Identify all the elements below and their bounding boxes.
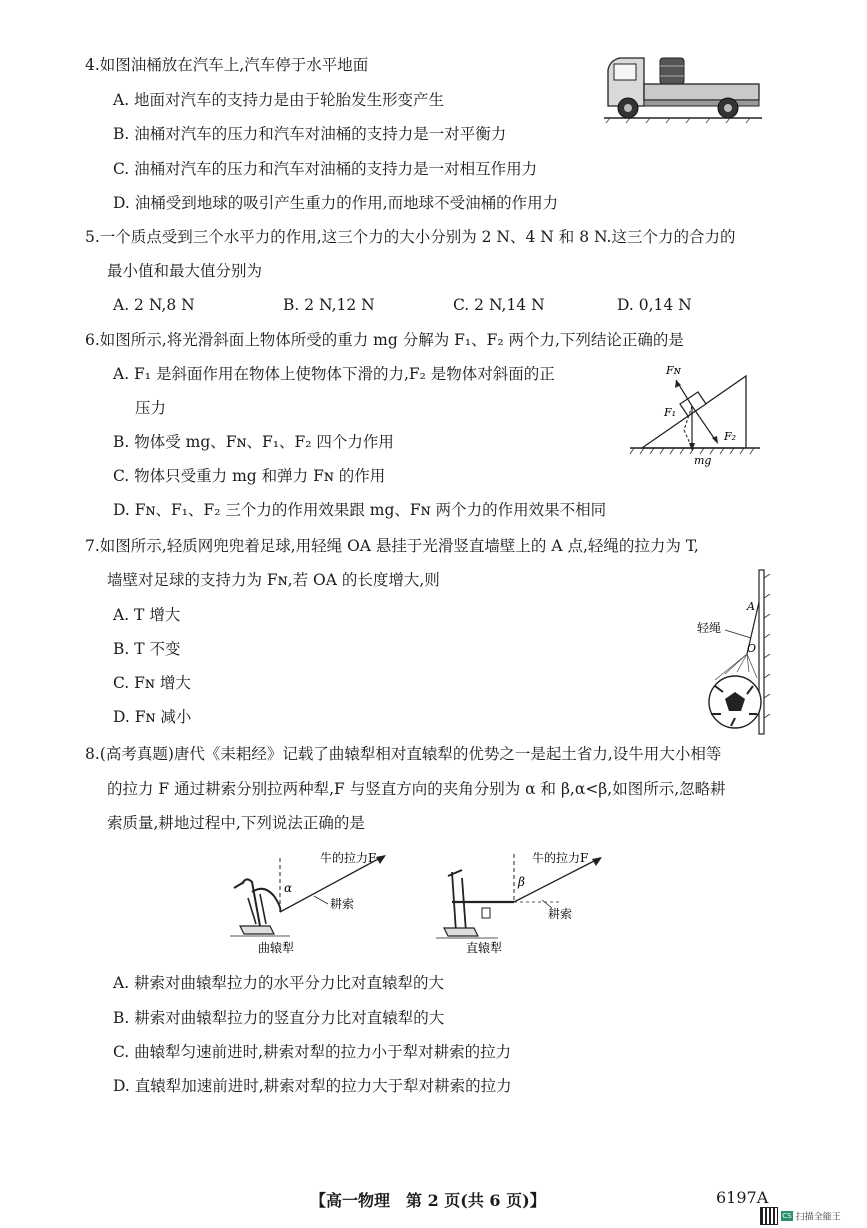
right-rope-label: 耕索 [548, 907, 573, 921]
football-label-rope: 轻绳 [697, 621, 722, 635]
q5-option-a: A. 2 N,8 N [113, 296, 195, 314]
q7-option-d: D. Fɴ 减小 [113, 708, 192, 726]
right-angle-beta: β [518, 875, 525, 889]
football-figure [695, 568, 775, 736]
incline-label-fn: Fɴ [666, 364, 681, 377]
q8-stem-line3: 索质量,耕地过程中,下列说法正确的是 [107, 814, 365, 832]
plough-figure [230, 848, 610, 960]
q7-stem-line1: 7.如图所示,轻质网兜兜着足球,用轻绳 OA 悬挂于光滑竖直墙壁上的 A 点,轻绳的拉力为 T, [85, 537, 699, 555]
q6-stem: 6.如图所示,将光滑斜面上物体所受的重力 mg 分解为 F₁、F₂ 两个力,下列结论正确的是 [85, 331, 684, 349]
left-force-label: 牛的拉力F [320, 851, 377, 865]
q6-option-a-line2: 压力 [135, 399, 167, 417]
q8-option-c: C. 曲辕犁匀速前进时,耕索对犁的拉力小于犁对耕索的拉力 [113, 1043, 512, 1061]
paper-code: 6197A [716, 1188, 769, 1207]
q6-option-b: B. 物体受 mg、Fɴ、F₁、F₂ 四个力作用 [113, 433, 394, 451]
q5-option-b: B. 2 N,12 N [283, 296, 375, 314]
q4-option-a: A. 地面对汽车的支持力是由于轮胎发生形变产生 [113, 91, 445, 109]
q7-option-c: C. Fɴ 增大 [113, 674, 191, 692]
q6-option-d: D. Fɴ、F₁、F₂ 三个力的作用效果跟 mg、Fɴ 两个力的作用效果不相同 [113, 501, 607, 519]
q5-stem-line1: 5.一个质点受到三个水平力的作用,这三个力的大小分别为 2 N、4 N 和 8 N.这三个力的合力的 [85, 228, 736, 246]
q6-option-a-line1: A. F₁ 是斜面作用在物体上使物体下滑的力,F₂ 是物体对斜面的正 [113, 365, 555, 383]
q7-stem-line2: 墙壁对足球的支持力为 Fɴ,若 OA 的长度增大,则 [107, 571, 440, 589]
incline-label-f2: F₂ [724, 430, 737, 443]
left-angle-alpha: α [284, 881, 293, 895]
q8-option-d: D. 直辕犁加速前进时,耕索对犁的拉力大于犁对耕索的拉力 [113, 1077, 512, 1095]
q4-option-b: B. 油桶对汽车的压力和汽车对油桶的支持力是一对平衡力 [113, 125, 507, 143]
q7-option-a: A. T 增大 [113, 606, 181, 624]
football-label-a: A [747, 600, 755, 613]
q5-option-c: C. 2 N,14 N [453, 296, 545, 314]
left-plough-name: 曲辕犁 [258, 941, 295, 955]
q6-option-c: C. 物体只受重力 mg 和弹力 Fɴ 的作用 [113, 467, 386, 485]
q5-stem-line2: 最小值和最大值分别为 [107, 262, 263, 280]
scanner-logo-icon: CS [782, 1212, 792, 1220]
qr-code-icon [760, 1207, 778, 1225]
q8-stem-line2: 的拉力 F 通过耕索分别拉两种犁,F 与竖直方向的夹角分别为 α 和 β,α<β,如图所示,忽略耕 [107, 780, 726, 798]
left-rope-label: 耕索 [330, 897, 355, 911]
truck-figure [600, 48, 765, 128]
q4-option-c: C. 油桶对汽车的压力和汽车对油桶的支持力是一对相互作用力 [113, 160, 538, 178]
right-force-label: 牛的拉力F [532, 851, 589, 865]
page-footer-title: 【高一物理 第 2 页(共 6 页)】 [310, 1191, 546, 1210]
scanner-name: 扫描全能王 [795, 1212, 841, 1223]
q8-option-b: B. 耕索对曲辕犁拉力的竖直分力比对直辕犁的大 [113, 1009, 445, 1027]
scanner-watermark [760, 1207, 860, 1225]
q5-option-d: D. 0,14 N [617, 296, 692, 314]
q7-option-b: B. T 不变 [113, 640, 181, 658]
incline-figure [628, 356, 763, 468]
incline-label-f1: F₁ [664, 406, 677, 419]
q4-option-d: D. 油桶受到地球的吸引产生重力的作用,而地球不受油桶的作用力 [113, 194, 559, 212]
q8-stem-line1: 8.(高考真题)唐代《耒耜经》记载了曲辕犁相对直辕犁的优势之一是起土省力,设牛用大小相等 [85, 745, 722, 763]
q8-option-a: A. 耕索对曲辕犁拉力的水平分力比对直辕犁的大 [113, 974, 445, 992]
incline-label-mg: mg [694, 454, 712, 467]
q4-stem: 4.如图油桶放在汽车上,汽车停于水平地面 [85, 56, 369, 74]
football-label-o: O [747, 642, 757, 655]
right-plough-name: 直辕犁 [466, 941, 503, 955]
